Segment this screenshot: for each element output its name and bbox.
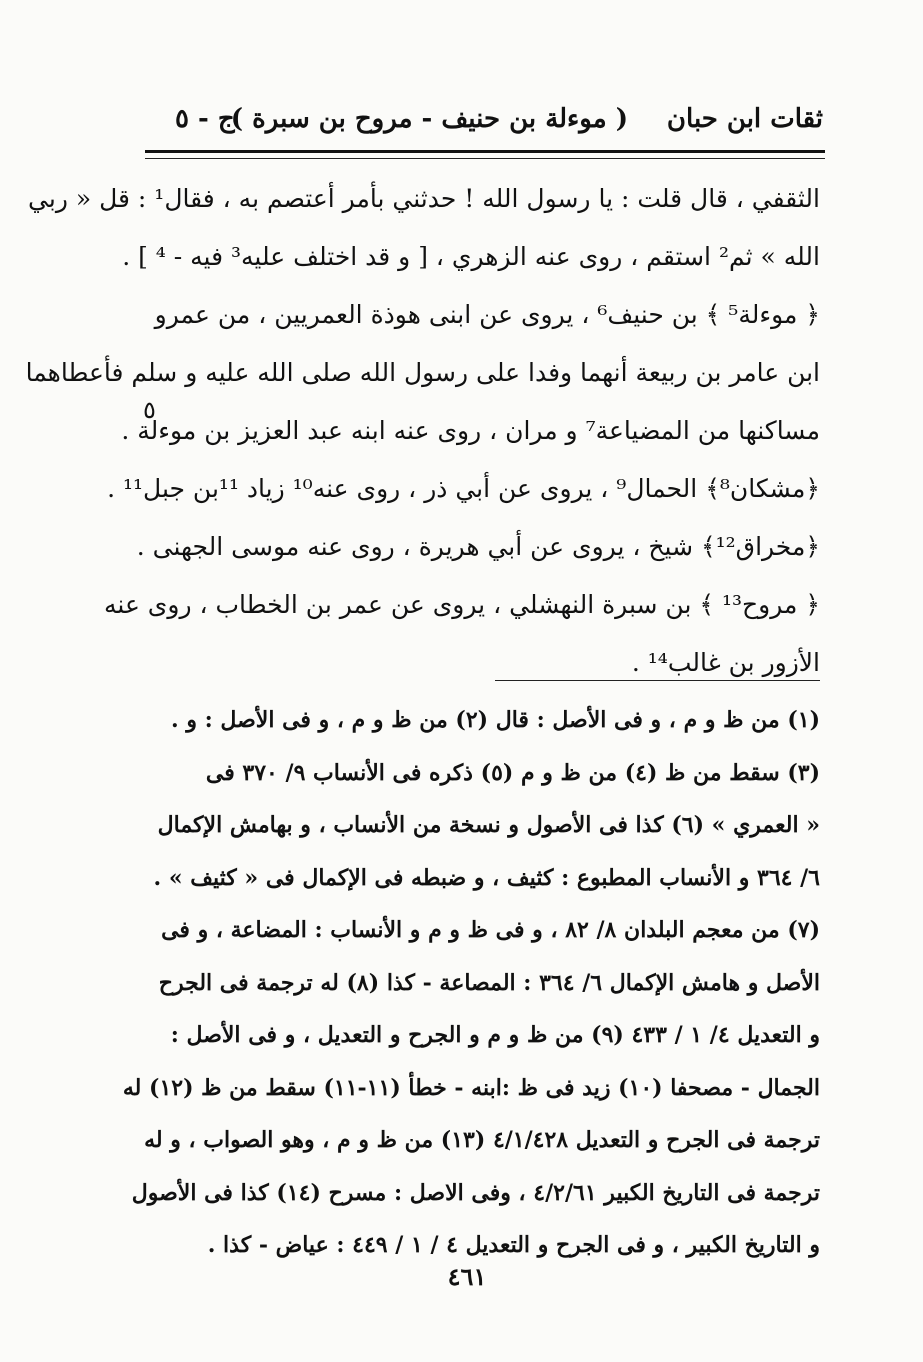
footnote-line: ٦/ ٣٦٤ و الأنساب المطبوع : كثيف ، و ضبطه فى الإكمال فى « كثيف » .	[153, 864, 820, 891]
footnote-line: الجمال - مصحفا (١٠) زيد فى ظ :ابنه - خطأ (١١-١١) سقط من ظ (١٢) له	[122, 1074, 820, 1101]
footnote-line: ترجمة فى الجرح و التعديل ٤/١/٤٢٨ (١٣) من ظ و م ، وهو الصواب ، و له	[144, 1127, 820, 1153]
footnote-line: (٣) سقط من ظ (٤) من ظ و م (٥) ذكره فى الأنساب ٩/ ٣٧٠ فى	[205, 759, 820, 786]
entry-range: ( موءلة بن حنيف - مروح بن سبرة )	[230, 104, 628, 134]
footnote-line: (٧) من معجم البلدان ٨/ ٨٢ ، و فى ظ و م و الأنساب : المضاعة ، و فى	[161, 917, 820, 943]
main-text	[25, 170, 820, 692]
text-line: مساكنها من المضياعة⁷ و مران ، روى عنه ابنه عبد العزيز بن موءلة .	[121, 416, 820, 445]
footnotes	[122, 694, 820, 1272]
text-line: ابن عامر بن ربيعة أنهما وفدا على رسول الله صلى الله عليه و سلم فأعطاهما	[25, 358, 820, 387]
footnote-line: « العمري » (٦) كذا فى الأصول و نسخة من الأنساب ، و بهامش الإكمال	[157, 812, 820, 838]
text-line: الله » ثم² استقم ، روى عنه الزهري ، [ و قد اختلف عليه³ فيه - ⁴ ] .	[122, 242, 820, 271]
footnote-line: ترجمة فى التاريخ الكبير ٤/٢/٦١ ، وفى الاصل : مسرح (١٤) كذا فى الأصول	[131, 1179, 820, 1206]
text-line: ﴿مخراق¹²﴾ شيخ ، يروى عن أبي هريرة ، روى عنه موسى الجهنى .	[136, 532, 820, 561]
text-line: ﴿ موءلة⁵ ﴾ بن حنيف⁶ ، يروى عن ابنى هوذة العمريين ، من عمرو	[154, 300, 820, 329]
book-title: ثقات ابن حبان	[666, 104, 823, 134]
footnote-line: (١) من ظ و م ، و فى الأصل : قال (٢) من ظ و م ، و فى الأصل : و .	[171, 707, 820, 733]
footnote-line: و التاريخ الكبير ، و فى الجرح و التعديل ٤ / ١ / ٤٤٩ : عياض - كذا .	[207, 1232, 820, 1258]
text-line: الأزور بن غالب¹⁴ .	[631, 648, 820, 677]
footnote-line: و التعديل ٤/ ١ / ٤٣٣ (٩) من ظ و م و الجرح و التعديل ، و فى الأصل :	[170, 1022, 820, 1048]
text-line: الثقفي ، قال قلت : يا رسول الله ! حدثني بأمر أعتصم به ، فقال¹ : قل « ربي	[28, 184, 820, 213]
running-header	[145, 104, 823, 146]
volume-label: ج - ٥	[175, 104, 235, 134]
line-number-marker: ٥	[143, 396, 156, 424]
page-number: ٤٦١	[447, 1262, 487, 1291]
footnote-rule	[495, 680, 820, 681]
text-line: ﴿مشكان⁸﴾ الحمال⁹ ، يروى عن أبي ذر ، روى عنه¹⁰ زياد ¹¹بن جبل¹¹ .	[107, 474, 820, 503]
text-line: ﴿ مروح¹³ ﴾ بن سبرة النهشلي ، يروى عن عمر بن الخطاب ، روى عنه	[104, 590, 820, 619]
footnote-line: الأصل و هامش الإكمال ٦/ ٣٦٤ : المصاعة - كذا (٨) له ترجمة فى الجرح	[158, 969, 820, 996]
header-rule-thin	[145, 158, 825, 159]
header-rule	[145, 150, 825, 153]
